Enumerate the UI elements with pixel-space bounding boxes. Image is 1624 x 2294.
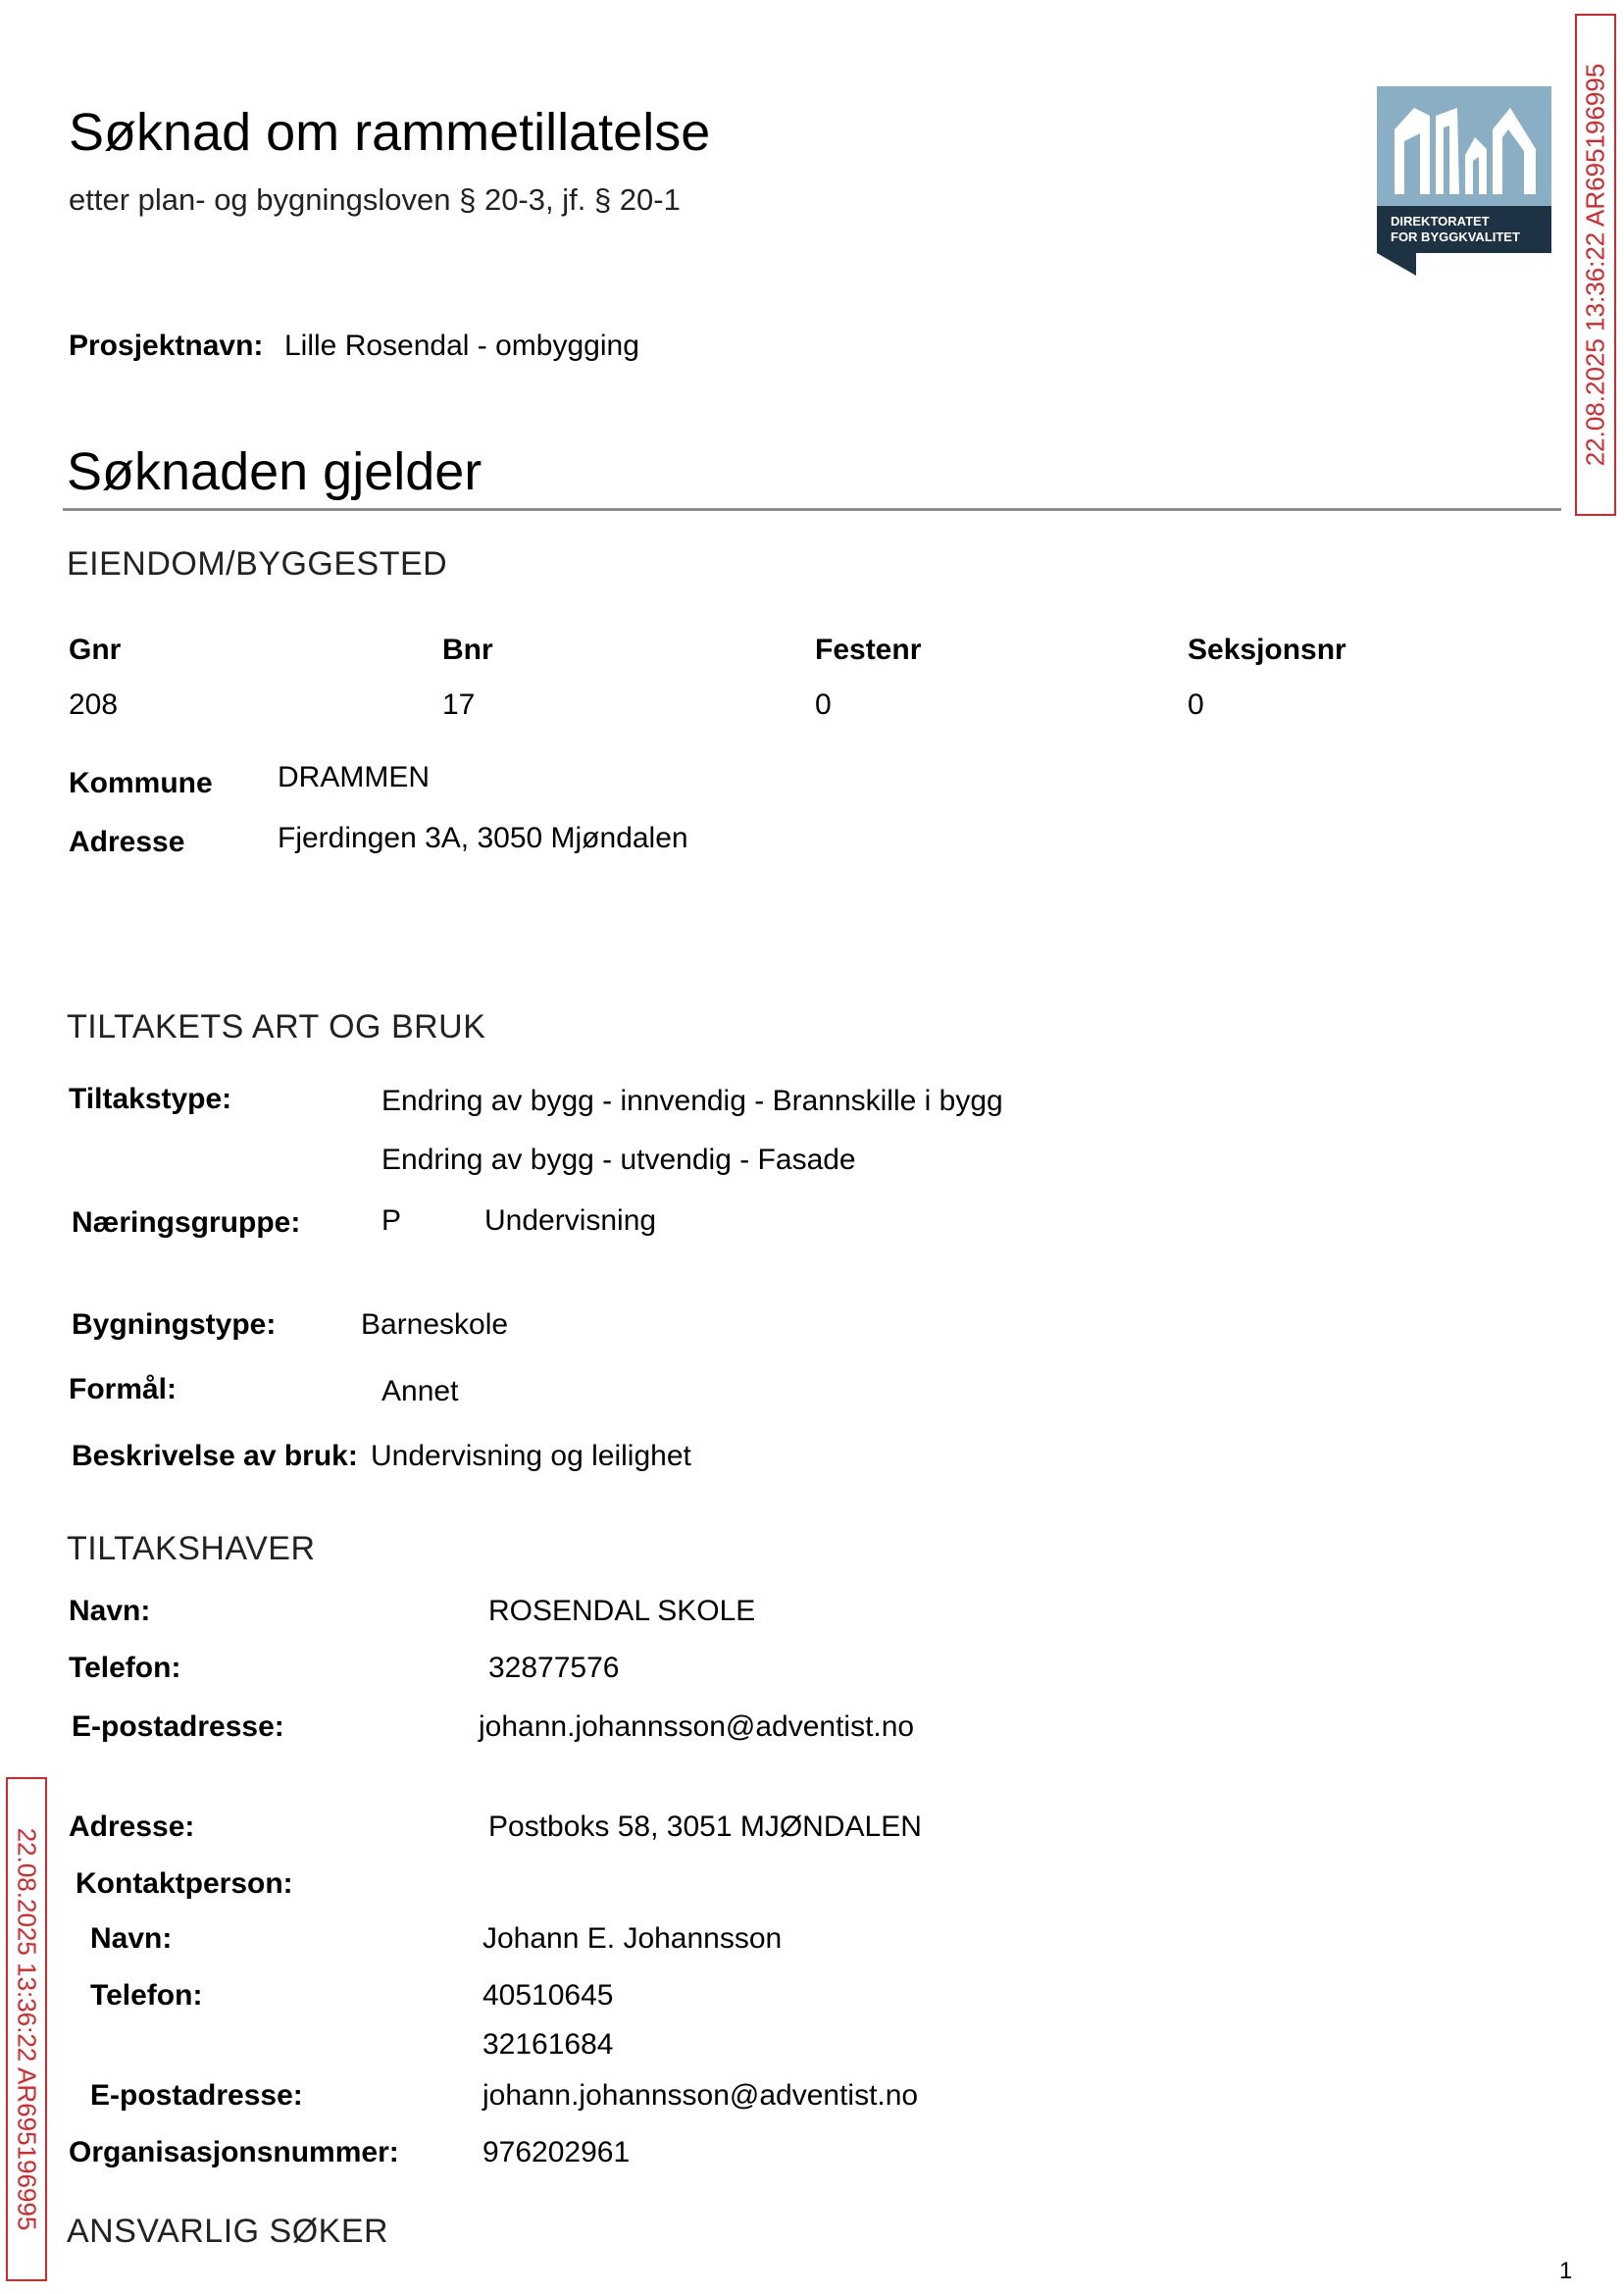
festenr-value: 0 [815,688,832,721]
adresse-value: Fjerdingen 3A, 3050 Mjøndalen [278,822,688,854]
ansvarlig-soker-heading: ANSVARLIG SØKER [67,2213,389,2250]
naeringsgruppe-value: Undervisning [484,1204,657,1237]
tiltakshaver-adresse-value: Postboks 58, 3051 MJØNDALEN [488,1810,922,1843]
tiltakshaver-epost-label: E-postadresse: [72,1710,284,1743]
project-name-label: Prosjektnavn: [69,330,264,362]
kontaktperson-telefon-label: Telefon: [90,1979,203,2012]
adresse-label: Adresse [69,826,185,858]
logo-text-line2: FOR BYGGKVALITET [1391,229,1520,244]
tiltakstype-value-2: Endring av bygg - utvendig - Fasade [381,1144,856,1176]
receipt-stamp-left-text: 22.08.2025 13:36:22 AR695196995 [12,1827,42,2231]
gnr-label: Gnr [69,634,122,666]
festenr-label: Festenr [815,634,922,666]
tiltakshaver-epost-value: johann.johannsson@adventist.no [479,1710,915,1743]
beskrivelse-value: Undervisning og leilighet [371,1440,691,1472]
bnr-label: Bnr [442,634,493,666]
kontaktperson-navn-value: Johann E. Johannsson [482,1922,783,1955]
section-divider [63,508,1561,511]
kontaktperson-navn-label: Navn: [90,1922,173,1955]
kommune-value: DRAMMEN [278,761,430,793]
formaal-value: Annet [381,1375,459,1407]
dibk-logo [1377,86,1551,276]
dibk-logo-icon [1377,86,1551,276]
receipt-stamp-top [1575,14,1616,516]
tiltakshaver-telefon-label: Telefon: [69,1652,181,1684]
page-title: Søknad om rammetillatelse [69,103,711,162]
tiltakstype-label: Tiltakstype: [69,1083,232,1115]
gnr-value: 208 [69,688,119,721]
tiltakshaver-navn-label: Navn: [69,1595,151,1627]
naeringsgruppe-code: P [381,1204,402,1237]
kontaktperson-telefon-value-2: 32161684 [482,2028,614,2061]
section-title: Søknaden gjelder [67,442,482,501]
logo-text-line1: DIREKTORATET [1391,214,1490,229]
beskrivelse-label: Beskrivelse av bruk: [72,1440,358,1472]
eiendom-heading: EIENDOM/BYGGESTED [67,545,448,583]
kommune-label: Kommune [69,767,213,799]
tiltakshaver-telefon-value: 32877576 [488,1652,620,1684]
page-subtitle: etter plan- og bygningsloven § 20-3, jf. § 20-1 [69,182,681,217]
tiltak-heading: TILTAKETS ART OG BRUK [67,1008,486,1045]
receipt-stamp-top-text: 22.08.2025 13:36:22 AR695196995 [1580,63,1610,467]
bygningstype-label: Bygningstype: [72,1308,277,1341]
orgnr-label: Organisasjonsnummer: [69,2136,399,2168]
tiltakshaver-adresse-label: Adresse: [69,1810,195,1843]
kontaktperson-label: Kontaktperson: [76,1867,293,1900]
receipt-stamp-left [6,1777,47,2281]
kontaktperson-epost-value: johann.johannsson@adventist.no [482,2079,919,2112]
tiltakshaver-navn-value: ROSENDAL SKOLE [488,1595,756,1627]
naeringsgruppe-label: Næringsgruppe: [72,1206,301,1239]
kontaktperson-telefon-value-1: 40510645 [482,1979,614,2012]
formaal-label: Formål: [69,1373,178,1405]
tiltakshaver-heading: TILTAKSHAVER [67,1530,316,1567]
tiltakstype-value-1: Endring av bygg - innvendig - Brannskille i bygg [381,1085,1003,1117]
page-number: 1 [1559,2258,1573,2284]
project-name-value: Lille Rosendal - ombygging [284,330,639,362]
kontaktperson-epost-label: E-postadresse: [90,2079,303,2112]
bnr-value: 17 [442,688,476,721]
bygningstype-value: Barneskole [361,1308,509,1341]
orgnr-value: 976202961 [482,2136,631,2168]
seksjonsnr-label: Seksjonsnr [1188,634,1346,666]
seksjonsnr-value: 0 [1188,688,1204,721]
